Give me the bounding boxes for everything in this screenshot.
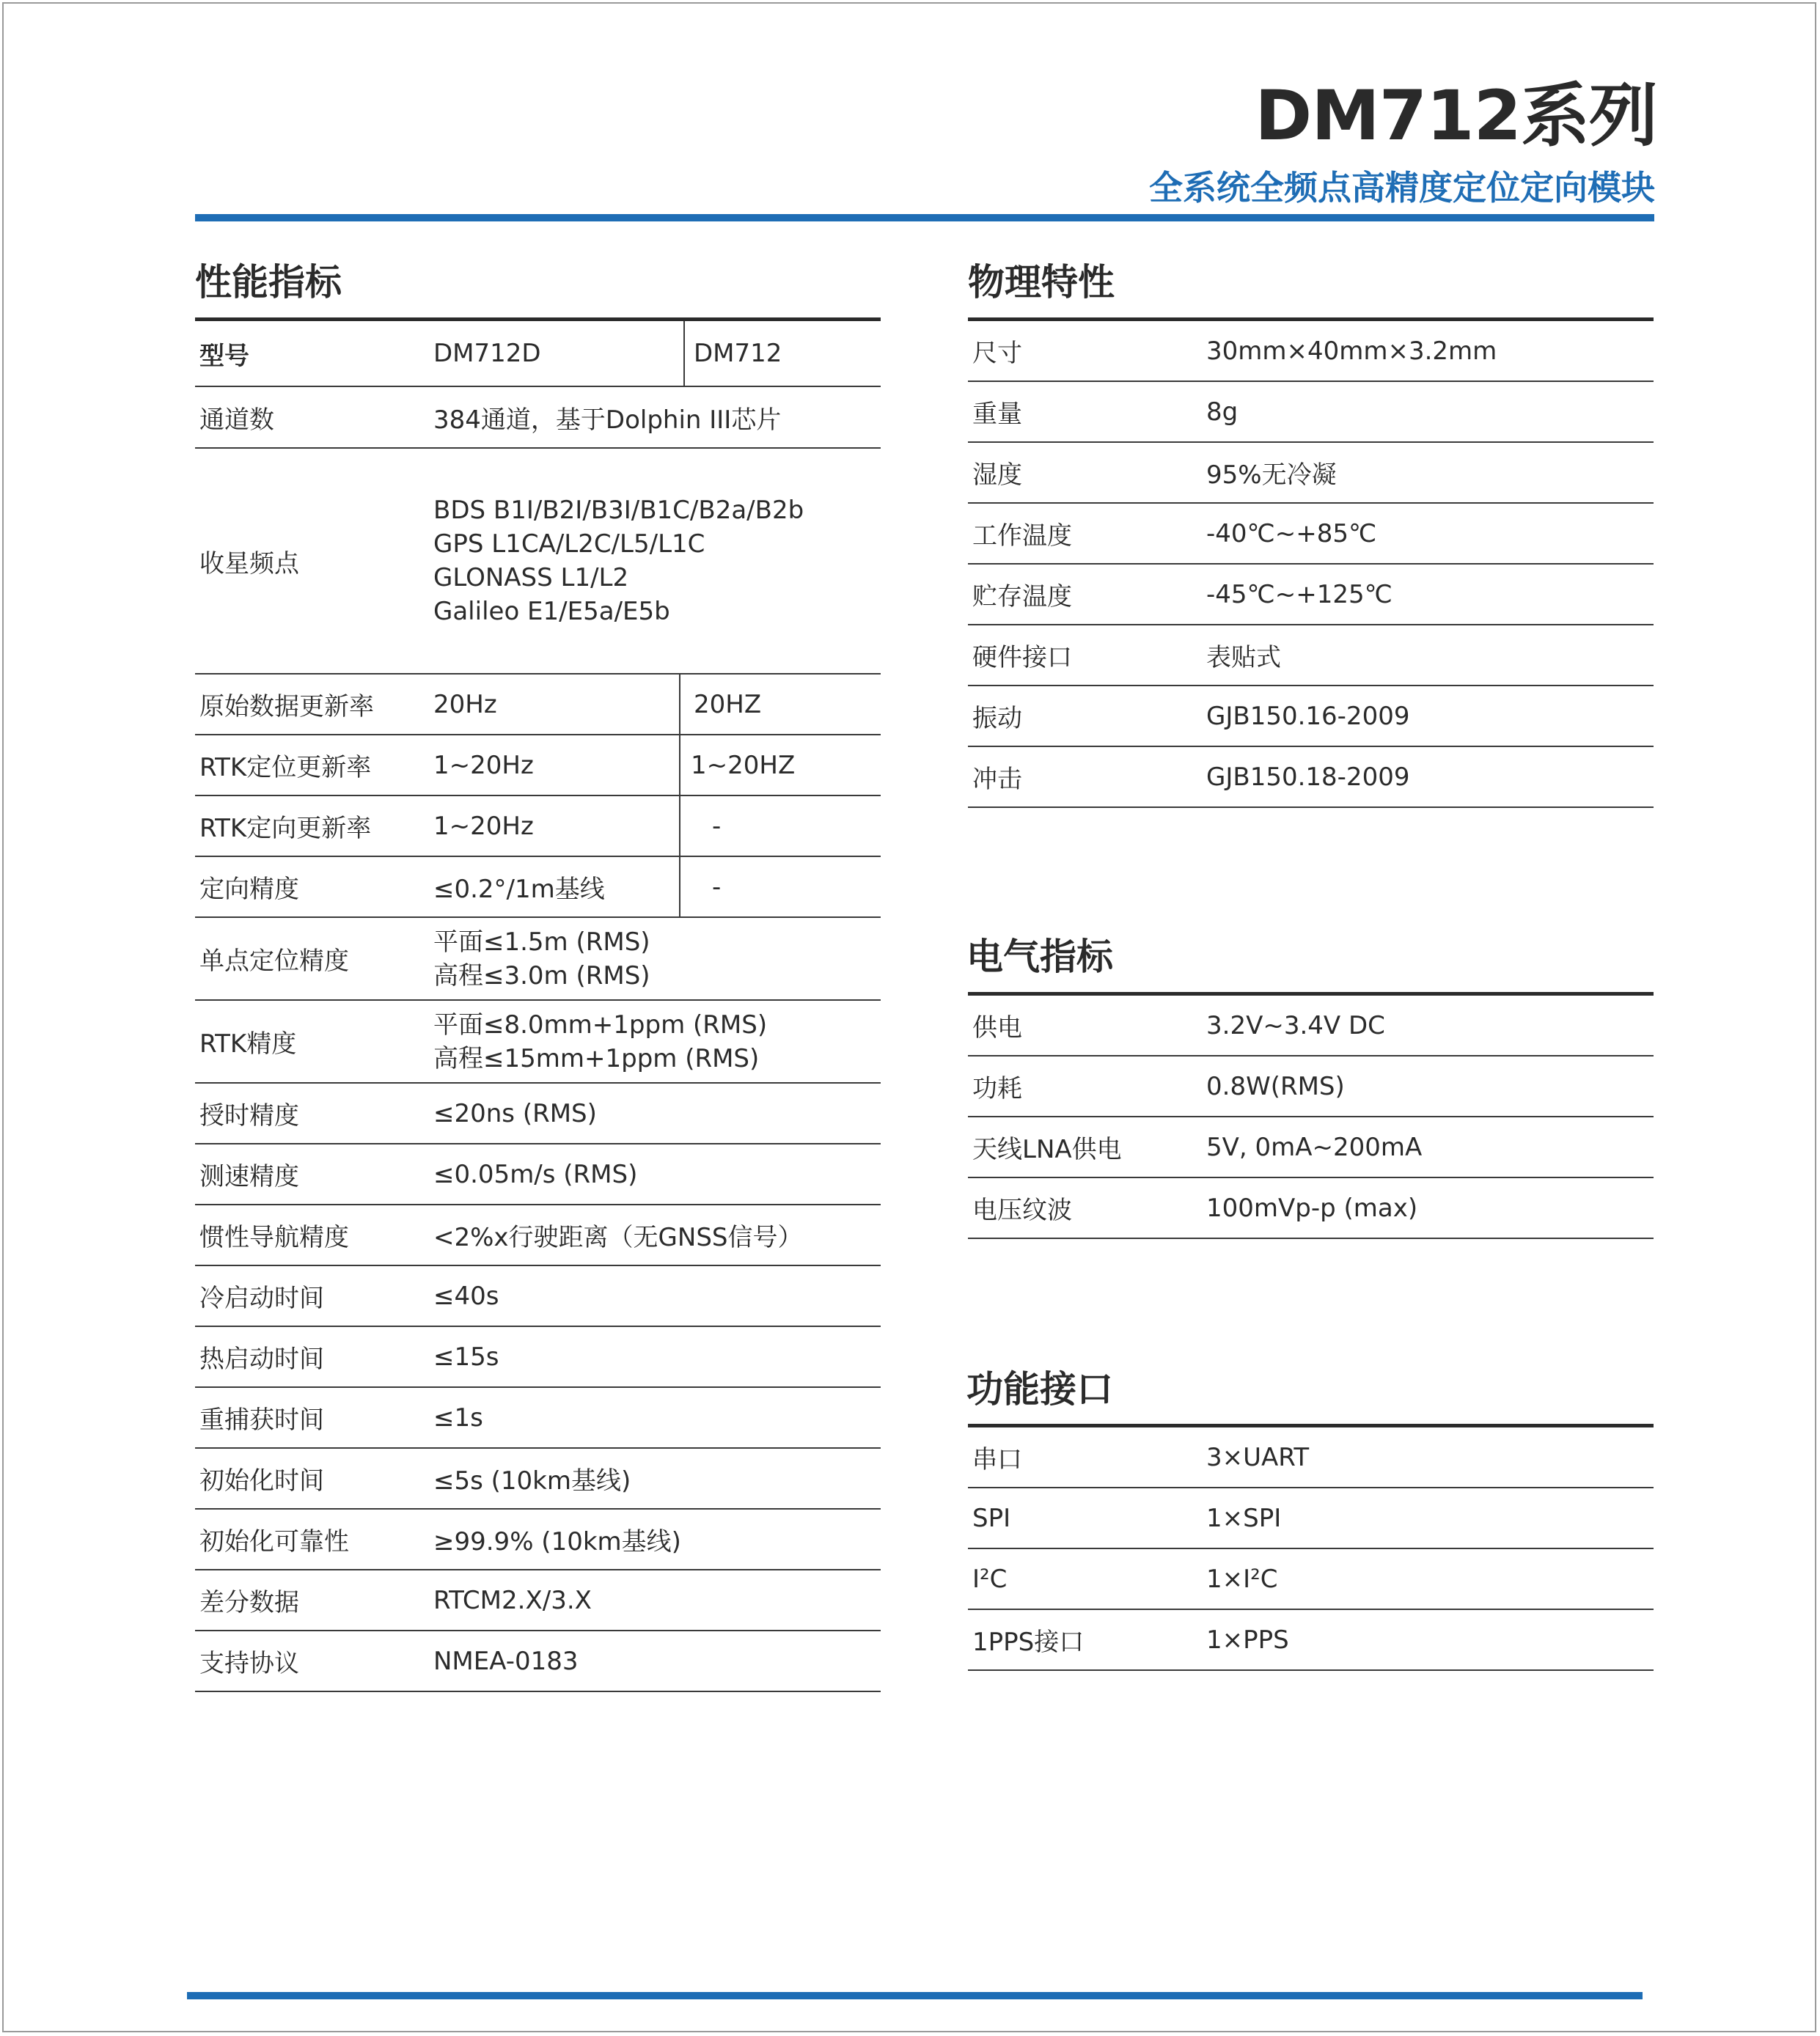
row-value: GJB150.16-2009 bbox=[1206, 701, 1410, 731]
row-label: 型号 bbox=[199, 341, 249, 371]
table-row bbox=[968, 504, 1654, 565]
row-value: <2%x行驶距离（无GNSS信号） bbox=[433, 1223, 803, 1252]
column-divider bbox=[679, 857, 680, 916]
page-title: DM712系列 bbox=[1255, 76, 1657, 156]
row-value: 表贴式 bbox=[1206, 643, 1281, 672]
value-line: 高程≤3.0m (RMS) bbox=[433, 960, 650, 991]
table-row bbox=[968, 1427, 1654, 1488]
row-value-a: 1~20Hz bbox=[433, 750, 534, 780]
row-value-a: 20Hz bbox=[433, 689, 497, 719]
row-value: ≤40s bbox=[433, 1281, 499, 1311]
column-divider bbox=[679, 735, 680, 795]
physical-table bbox=[968, 317, 1654, 808]
section-title-interfaces: 功能接口 bbox=[966, 1368, 1113, 1411]
row-value: 3×UART bbox=[1206, 1442, 1310, 1472]
row-value-multiline bbox=[433, 1001, 767, 1082]
table-row bbox=[195, 1205, 881, 1266]
row-label: 测速精度 bbox=[199, 1162, 299, 1191]
table-row bbox=[195, 1144, 881, 1205]
row-label: 尺寸 bbox=[972, 339, 1022, 368]
row-label: 重量 bbox=[972, 400, 1022, 429]
table-row-channels bbox=[195, 387, 881, 449]
table-row bbox=[968, 1488, 1654, 1549]
row-value: 3.2V~3.4V DC bbox=[1206, 1010, 1385, 1040]
table-row bbox=[195, 1266, 881, 1327]
row-label: 惯性导航精度 bbox=[199, 1223, 349, 1252]
row-label: 工作温度 bbox=[972, 521, 1072, 551]
row-label: 冲击 bbox=[972, 765, 1022, 794]
band-line: GLONASS L1/L2 bbox=[433, 563, 629, 592]
performance-table bbox=[195, 317, 881, 1692]
row-value: ≤15s bbox=[433, 1342, 499, 1372]
row-value: NMEA-0183 bbox=[433, 1646, 579, 1676]
row-value: 0.8W(RMS) bbox=[1206, 1071, 1345, 1101]
row-value-multiline bbox=[433, 918, 650, 999]
table-row bbox=[968, 1178, 1654, 1239]
row-value: 1×PPS bbox=[1206, 1625, 1289, 1655]
row-value-b: 1~20HZ bbox=[691, 750, 796, 780]
row-label: 通道数 bbox=[199, 405, 274, 435]
row-value-a: ≤0.2°/1m基线 bbox=[433, 875, 605, 904]
table-row bbox=[195, 796, 881, 857]
row-label: 1PPS接口 bbox=[972, 1628, 1085, 1657]
row-label: 授时精度 bbox=[199, 1101, 299, 1131]
table-row bbox=[968, 686, 1654, 747]
value-line: 平面≤8.0mm+1ppm (RMS) bbox=[433, 1010, 768, 1040]
section-title-physical: 物理特性 bbox=[968, 261, 1115, 304]
row-label: 热启动时间 bbox=[199, 1345, 324, 1374]
interfaces-table bbox=[968, 1424, 1654, 1671]
row-label: 单点定位精度 bbox=[199, 947, 349, 976]
row-value-a: 1~20Hz bbox=[433, 811, 534, 841]
value-line: 高程≤15mm+1ppm (RMS) bbox=[433, 1043, 760, 1073]
row-value: ≥99.9% (10km基线) bbox=[433, 1527, 681, 1557]
page-subtitle: 全系统全频点高精度定位定向模块 bbox=[1149, 168, 1655, 207]
row-label: 振动 bbox=[972, 704, 1022, 733]
table-row bbox=[195, 1510, 881, 1570]
row-value: ≤5s (10km基线) bbox=[433, 1466, 631, 1496]
row-value: 1×SPI bbox=[1206, 1503, 1282, 1533]
table-row bbox=[968, 1117, 1654, 1178]
table-row bbox=[195, 1449, 881, 1510]
table-row bbox=[195, 1327, 881, 1388]
table-row bbox=[195, 1388, 881, 1449]
table-row bbox=[195, 1570, 881, 1631]
row-label: 串口 bbox=[972, 1445, 1022, 1474]
row-value: ≤1s bbox=[433, 1403, 483, 1433]
table-row bbox=[195, 857, 881, 918]
band-line: GPS L1CA/L2C/L5/L1C bbox=[433, 529, 705, 559]
row-label: 电压纹波 bbox=[972, 1196, 1072, 1225]
row-value: 8g bbox=[1206, 397, 1239, 427]
row-label: 差分数据 bbox=[199, 1588, 299, 1617]
row-label: 重捕获时间 bbox=[199, 1405, 324, 1435]
row-label: 初始化时间 bbox=[199, 1466, 324, 1496]
row-label: 定向精度 bbox=[199, 875, 299, 904]
row-value-multiline bbox=[433, 449, 804, 673]
table-row bbox=[968, 565, 1654, 625]
row-label: RTK精度 bbox=[199, 1029, 297, 1059]
row-value: 95%无冷凝 bbox=[1206, 460, 1337, 490]
row-label: I²C bbox=[972, 1564, 1008, 1594]
electrical-table bbox=[968, 992, 1654, 1239]
row-value: ≤20ns (RMS) bbox=[433, 1098, 597, 1128]
row-value: -45℃~+125℃ bbox=[1206, 579, 1392, 609]
row-value: RTCM2.X/3.X bbox=[433, 1585, 592, 1615]
table-row bbox=[968, 321, 1654, 382]
row-label: 收星频点 bbox=[199, 548, 299, 578]
row-value: 5V, 0mA~200mA bbox=[1206, 1132, 1423, 1162]
row-label: 冷启动时间 bbox=[199, 1284, 324, 1313]
row-value: ≤0.05m/s (RMS) bbox=[433, 1159, 638, 1189]
row-value: 100mVp-p (max) bbox=[1206, 1193, 1418, 1223]
row-label: 湿度 bbox=[972, 460, 1022, 490]
table-row bbox=[968, 1549, 1654, 1610]
table-row bbox=[968, 382, 1654, 443]
table-row bbox=[968, 996, 1654, 1056]
header-divider bbox=[195, 214, 1654, 221]
row-value-b: 20HZ bbox=[694, 689, 762, 719]
row-label: 支持协议 bbox=[199, 1649, 299, 1678]
row-value: 30mm×40mm×3.2mm bbox=[1206, 336, 1497, 366]
footer-divider bbox=[187, 1992, 1643, 1999]
row-value: GJB150.18-2009 bbox=[1206, 762, 1410, 792]
table-row-bands bbox=[195, 449, 881, 675]
table-row bbox=[195, 675, 881, 735]
table-row bbox=[195, 735, 881, 796]
column-divider bbox=[679, 796, 680, 856]
row-value: -40℃~+85℃ bbox=[1206, 518, 1377, 548]
table-row bbox=[195, 1001, 881, 1084]
table-row bbox=[968, 1056, 1654, 1117]
row-label: 硬件接口 bbox=[972, 643, 1072, 672]
row-value-b: - bbox=[712, 872, 722, 902]
row-value-b: - bbox=[712, 811, 722, 841]
table-row bbox=[968, 1610, 1654, 1671]
row-label: 初始化可靠性 bbox=[199, 1527, 349, 1557]
column-divider bbox=[683, 321, 685, 386]
table-row bbox=[968, 747, 1654, 808]
row-label: 天线LNA供电 bbox=[972, 1135, 1122, 1164]
table-row bbox=[195, 1084, 881, 1144]
row-label: 功耗 bbox=[972, 1074, 1022, 1103]
row-value: 384通道，基于Dolphin III芯片 bbox=[433, 405, 782, 435]
row-value: 1×I²C bbox=[1206, 1564, 1278, 1594]
row-label: RTK定位更新率 bbox=[199, 753, 372, 782]
row-label: SPI bbox=[972, 1503, 1011, 1533]
model-a-value: DM712D bbox=[433, 339, 541, 368]
value-line: 平面≤1.5m (RMS) bbox=[433, 927, 650, 957]
band-line: Galileo E1/E5a/E5b bbox=[433, 597, 670, 626]
table-row bbox=[968, 625, 1654, 686]
model-b-value: DM712 bbox=[694, 339, 782, 368]
row-label: 贮存温度 bbox=[972, 582, 1072, 611]
section-title-performance: 性能指标 bbox=[195, 261, 342, 304]
table-row-model bbox=[195, 321, 881, 387]
row-label: 原始数据更新率 bbox=[199, 692, 374, 721]
table-row bbox=[968, 443, 1654, 504]
table-row bbox=[195, 918, 881, 1001]
band-line: BDS B1I/B2I/B3I/B1C/B2a/B2b bbox=[433, 496, 804, 525]
table-row bbox=[195, 1631, 881, 1692]
row-label: 供电 bbox=[972, 1013, 1022, 1043]
row-label: RTK定向更新率 bbox=[199, 814, 372, 843]
column-divider bbox=[679, 675, 680, 734]
section-title-electrical: 电气指标 bbox=[966, 936, 1113, 978]
